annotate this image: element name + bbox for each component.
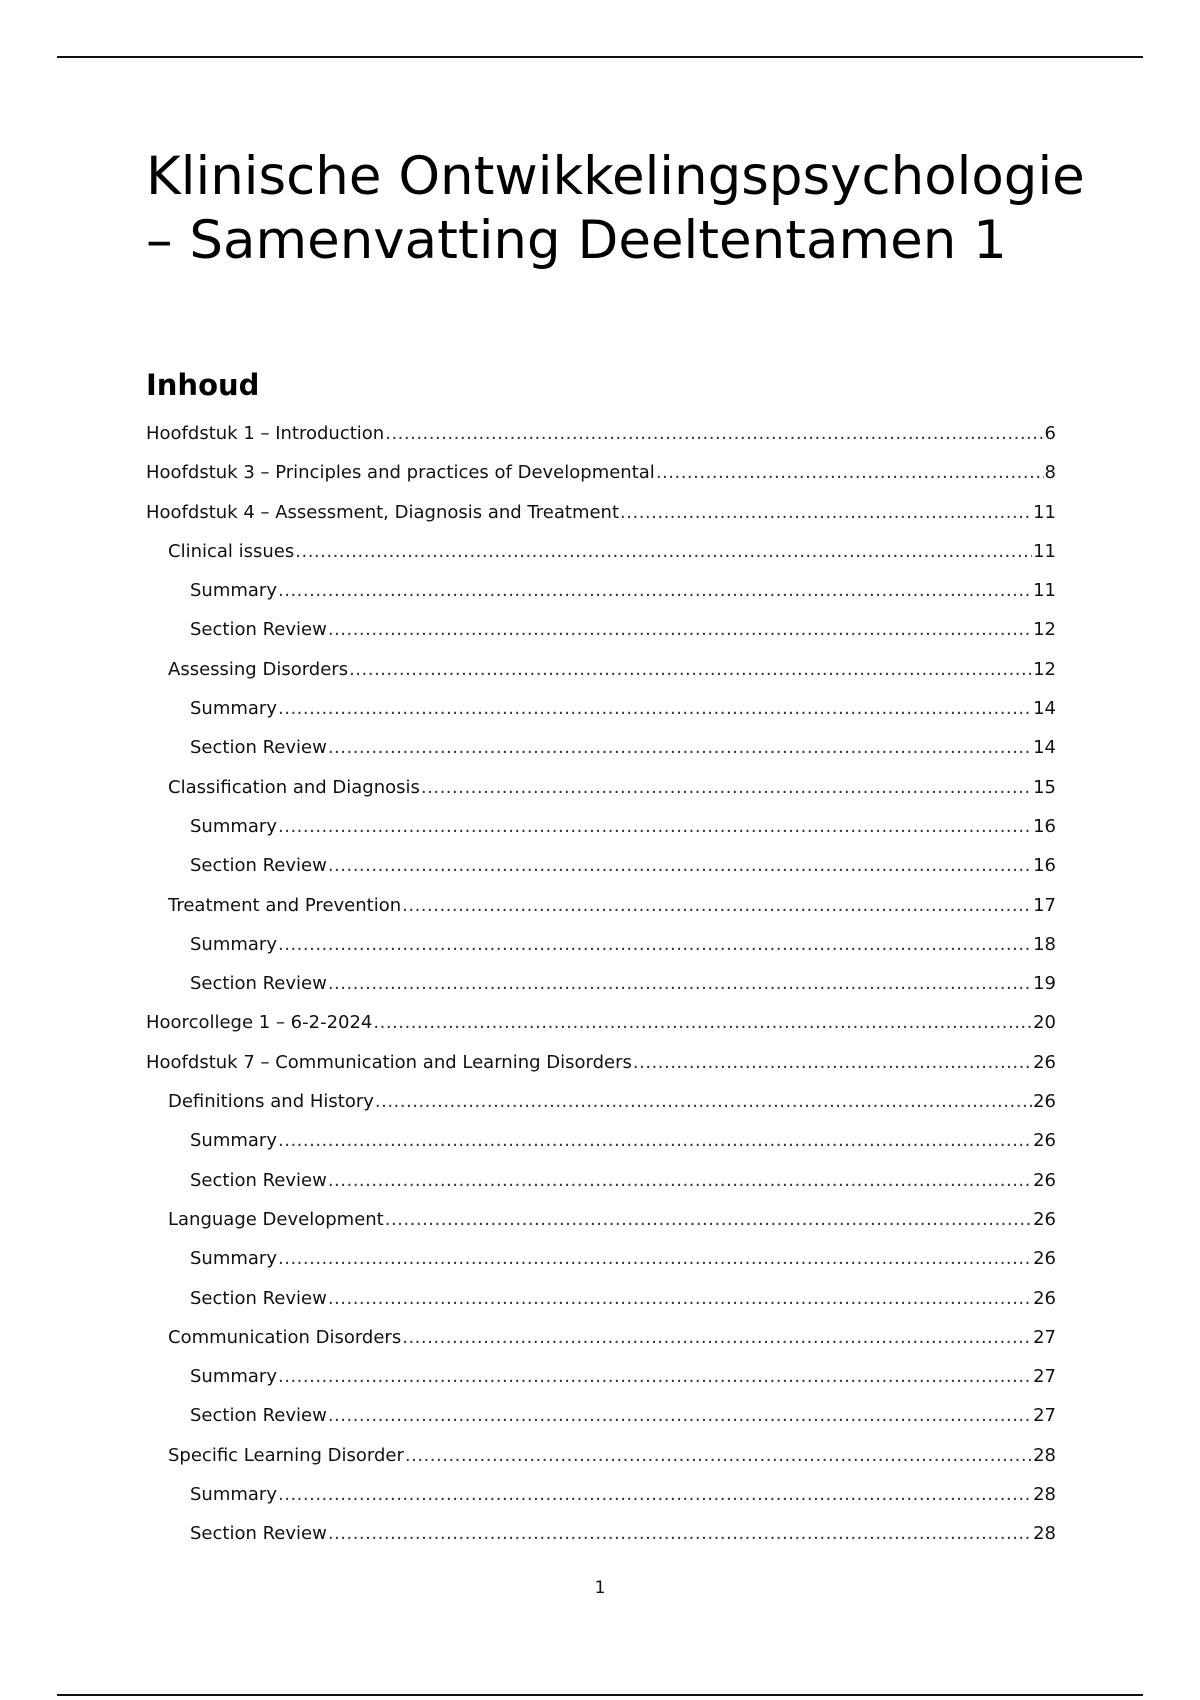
toc-entry[interactable] bbox=[146, 1200, 1056, 1239]
toc-entry-title: Summary bbox=[190, 580, 277, 602]
toc-entry[interactable] bbox=[146, 1357, 1056, 1396]
toc-dot-leader bbox=[385, 1200, 1032, 1239]
toc-entry-page: 11 bbox=[1033, 540, 1056, 562]
toc-entry-title: Summary bbox=[190, 1130, 277, 1152]
toc-entry-title: Clinical issues bbox=[168, 540, 295, 562]
toc-entry[interactable] bbox=[146, 414, 1056, 453]
toc-dot-leader bbox=[328, 610, 1032, 649]
toc-entry[interactable] bbox=[146, 571, 1056, 610]
toc-dot-leader bbox=[278, 807, 1032, 846]
toc-entry-title: Classification and Diagnosis bbox=[168, 776, 420, 798]
toc-entry[interactable] bbox=[146, 610, 1056, 649]
toc-entry[interactable] bbox=[146, 1082, 1056, 1121]
toc-entry[interactable] bbox=[146, 493, 1056, 532]
toc-entry-title: Summary bbox=[190, 1366, 277, 1388]
toc-entry-title: Section Review bbox=[190, 855, 327, 877]
toc-entry[interactable] bbox=[146, 1239, 1056, 1278]
toc-entry[interactable] bbox=[146, 1396, 1056, 1435]
toc-entry[interactable] bbox=[146, 964, 1056, 1003]
toc-dot-leader bbox=[278, 1239, 1032, 1278]
page-number: 1 bbox=[594, 1578, 606, 1598]
toc-entry-page: 14 bbox=[1033, 698, 1056, 720]
toc-entry-page: 12 bbox=[1033, 658, 1056, 680]
toc-entry[interactable] bbox=[146, 886, 1056, 925]
toc-entry-title: Hoofdstuk 7 – Communication and Learning Disorders bbox=[146, 1051, 632, 1073]
toc-entry-title: Summary bbox=[190, 1248, 277, 1270]
toc-entry[interactable] bbox=[146, 689, 1056, 728]
toc-entry-title: Summary bbox=[190, 1484, 277, 1506]
toc-heading: Inhoud bbox=[146, 368, 260, 402]
toc-entry-title: Communication Disorders bbox=[168, 1326, 402, 1348]
toc-entry-page: 26 bbox=[1033, 1091, 1056, 1113]
toc-entry-page: 20 bbox=[1033, 1012, 1056, 1034]
toc-entry-title: Section Review bbox=[190, 1169, 327, 1191]
toc-dot-leader bbox=[421, 768, 1032, 807]
toc-entry-title: Hoofdstuk 4 – Assessment, Diagnosis and Treatment bbox=[146, 501, 620, 523]
footer-rule bbox=[57, 1694, 1143, 1696]
toc-entry-page: 26 bbox=[1033, 1130, 1056, 1152]
toc-entry-title: Treatment and Prevention bbox=[168, 894, 402, 916]
toc-entry-title: Summary bbox=[190, 933, 277, 955]
toc-entry-title: Section Review bbox=[190, 1287, 327, 1309]
toc-entry-title: Assessing Disorders bbox=[168, 658, 349, 680]
toc-dot-leader bbox=[278, 689, 1032, 728]
toc-entry-page: 27 bbox=[1033, 1326, 1056, 1348]
toc-dot-leader bbox=[328, 1279, 1032, 1318]
toc-entry-page: 19 bbox=[1033, 973, 1056, 995]
toc-dot-leader bbox=[620, 493, 1032, 532]
toc-entry-page: 26 bbox=[1033, 1248, 1056, 1270]
toc-dot-leader bbox=[373, 1003, 1032, 1042]
toc-entry-title: Language Development bbox=[168, 1208, 384, 1230]
toc-dot-leader bbox=[295, 532, 1032, 571]
toc-entry-page: 18 bbox=[1033, 933, 1056, 955]
toc-entry-title: Summary bbox=[190, 815, 277, 837]
toc-dot-leader bbox=[278, 1357, 1032, 1396]
toc-dot-leader bbox=[633, 1043, 1032, 1082]
toc-entry-page: 15 bbox=[1033, 776, 1056, 798]
toc-entry[interactable] bbox=[146, 1003, 1056, 1042]
toc-dot-leader bbox=[349, 650, 1032, 689]
toc-entry[interactable] bbox=[146, 1514, 1056, 1553]
toc-dot-leader bbox=[328, 728, 1032, 767]
toc-dot-leader bbox=[278, 925, 1032, 964]
toc-entry[interactable] bbox=[146, 532, 1056, 571]
toc-entry-title: Hoorcollege 1 – 6-2-2024 bbox=[146, 1012, 373, 1034]
toc-entry-page: 28 bbox=[1033, 1484, 1056, 1506]
toc-entry-page: 14 bbox=[1033, 737, 1056, 759]
toc-entry-page: 26 bbox=[1033, 1051, 1056, 1073]
toc-entry-title: Specific Learning Disorder bbox=[168, 1444, 404, 1466]
toc-entry-page: 27 bbox=[1033, 1366, 1056, 1388]
toc-dot-leader bbox=[402, 886, 1032, 925]
toc-entry-page: 11 bbox=[1033, 501, 1056, 523]
toc-entry-page: 17 bbox=[1033, 894, 1056, 916]
toc-entry-page: 26 bbox=[1033, 1208, 1056, 1230]
toc-entry[interactable] bbox=[146, 768, 1056, 807]
toc-dot-leader bbox=[278, 571, 1032, 610]
toc-entry[interactable] bbox=[146, 1436, 1056, 1475]
toc-dot-leader bbox=[328, 1161, 1032, 1200]
toc-entry[interactable] bbox=[146, 1279, 1056, 1318]
page-title: Klinische Ontwikkelingspsychologie – Samenvatting Deeltentamen 1 bbox=[146, 146, 1085, 271]
toc-entry[interactable] bbox=[146, 1475, 1056, 1514]
toc-dot-leader bbox=[375, 1082, 1032, 1121]
toc-entry[interactable] bbox=[146, 807, 1056, 846]
toc-entry-page: 16 bbox=[1033, 815, 1056, 837]
toc-entry[interactable] bbox=[146, 453, 1056, 492]
toc-dot-leader bbox=[385, 414, 1043, 453]
toc-entry-title: Definitions and History bbox=[168, 1091, 374, 1113]
toc-dot-leader bbox=[656, 453, 1044, 492]
toc-entry[interactable] bbox=[146, 728, 1056, 767]
toc-dot-leader bbox=[405, 1436, 1032, 1475]
toc-dot-leader bbox=[402, 1318, 1032, 1357]
toc-dot-leader bbox=[328, 964, 1032, 1003]
toc-entry-title: Section Review bbox=[190, 1405, 327, 1427]
toc-entry-page: 28 bbox=[1033, 1523, 1056, 1545]
toc-dot-leader bbox=[278, 1121, 1032, 1160]
toc-entry-title: Section Review bbox=[190, 737, 327, 759]
toc-entry-title: Section Review bbox=[190, 1523, 327, 1545]
toc-entry-title: Section Review bbox=[190, 973, 327, 995]
toc-entry[interactable] bbox=[146, 1121, 1056, 1160]
toc-dot-leader bbox=[278, 1475, 1032, 1514]
toc-entry-page: 26 bbox=[1033, 1169, 1056, 1191]
toc-entry[interactable] bbox=[146, 846, 1056, 885]
table-of-contents bbox=[146, 414, 1056, 1554]
toc-entry-page: 11 bbox=[1033, 580, 1056, 602]
toc-entry-page: 6 bbox=[1044, 423, 1056, 444]
toc-entry[interactable] bbox=[146, 1043, 1056, 1082]
toc-dot-leader bbox=[328, 1396, 1032, 1435]
header-rule bbox=[57, 56, 1143, 58]
toc-entry-page: 12 bbox=[1033, 619, 1056, 641]
toc-entry-title: Summary bbox=[190, 698, 277, 720]
toc-dot-leader bbox=[328, 846, 1032, 885]
toc-entry[interactable] bbox=[146, 1161, 1056, 1200]
toc-entry-title: Hoofdstuk 3 – Principles and practices of Developmental bbox=[146, 462, 655, 484]
toc-entry[interactable] bbox=[146, 650, 1056, 689]
toc-entry[interactable] bbox=[146, 925, 1056, 964]
toc-entry-title: Hoofdstuk 1 – Introduction bbox=[146, 423, 385, 444]
toc-entry[interactable] bbox=[146, 1318, 1056, 1357]
toc-entry-page: 26 bbox=[1033, 1287, 1056, 1309]
toc-entry-page: 8 bbox=[1044, 462, 1056, 484]
toc-entry-page: 28 bbox=[1033, 1444, 1056, 1466]
toc-dot-leader bbox=[328, 1514, 1032, 1553]
toc-entry-title: Section Review bbox=[190, 619, 327, 641]
toc-entry-page: 16 bbox=[1033, 855, 1056, 877]
toc-entry-page: 27 bbox=[1033, 1405, 1056, 1427]
